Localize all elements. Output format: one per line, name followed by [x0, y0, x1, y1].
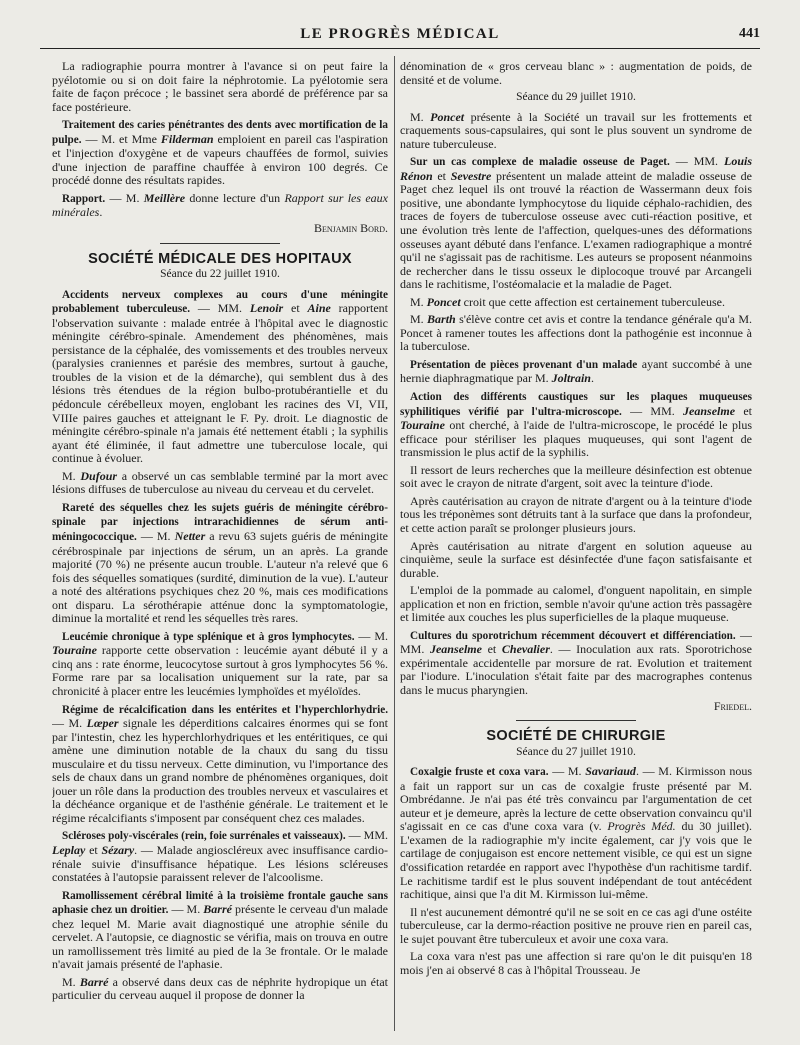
author-name: Dufour: [80, 468, 118, 483]
session-date: Séance du 29 juillet 1910.: [516, 91, 636, 104]
author-name: Sézary: [101, 842, 135, 857]
intro-paragraph: La radiographie pourra montrer à l'avance si on peut faire la pyélotomie ou si on doit faire la néphrotomie. La pyélotomie sera faite de façon précoce ; le bassinet sera abordé de préférence par sa face postérieure.: [52, 60, 388, 114]
author-name: Aine: [307, 301, 331, 316]
article-heading: Rapport.: [62, 192, 106, 205]
author-name: Jeanselme: [429, 642, 482, 657]
section-title: SOCIÉTÉ DE CHIRURGIE: [486, 728, 666, 745]
left-column: [52, 60, 388, 1030]
article-paragraph: Il ressort de leurs recherches que la meilleure désinfection est obtenue soit avec le crayon de nitrate d'argent, soit avec la teinture d'iode.: [400, 462, 752, 491]
section-date: Séance du 22 juillet 1910.: [160, 268, 280, 281]
author-name: Meillère: [143, 190, 186, 205]
author-name: Sevestre: [450, 168, 492, 183]
article-heading: Accidents nerveux complexes au cours d'une méningite probablement tuberculeuse.: [52, 288, 388, 316]
article-paragraph: La coxa vara n'est pas une affection si rare qu'on le dit puisqu'en 18 mois j'en ai observé 8 cas à l'hôpital Trousseau. Je: [400, 949, 752, 977]
author-name: Netter: [174, 528, 206, 543]
article-leucemie: Leucémie chronique à type splénique et à gros lymphocytes. — M. Touraine rapporte cette observation : leucémie ayant débuté il y a cinq ans : rate énorme, leucocytose surtout à gros lymphocytes 56 %. Forme rare par sa localisation uniquement sur la rate, par sa chronicité à placer entre les leucémies lymphoïdes et myéloïdes.: [52, 628, 388, 698]
right-column: [400, 60, 752, 1030]
column-divider: [394, 56, 395, 1031]
page-number: 441: [739, 26, 760, 41]
article-heading: Cultures du sporotrichum récemment découvert et différenciation.: [410, 629, 736, 642]
article-heading: Présentation de pièces provenant d'un malade: [410, 358, 638, 371]
continued-paragraph: dénomination de « gros cerveau blanc » : augmentation de poids, de densité et de volume.: [400, 60, 752, 87]
author-name: Barth: [427, 312, 456, 327]
author-name: Lœper: [86, 716, 119, 731]
article-heading: Sur un cas complexe de maladie osseuse de Paget.: [410, 156, 670, 169]
article-ramollissement: Ramollissement cérébral limité à la troisième frontale gauche sans aphasie chez un droitier. — M. Barré présente le cerveau d'un malade chez lequel M. Marie avait diagnostiqué une atrophie sénile du cervelet. A l'autopsie, ce diagnostic se vérifia, mais on trouva en outre un ramollissement très limité au pied de la 3e frontale. Or le malade n'avait jamais présenté de l'aphasie.: [52, 889, 388, 972]
author-name: Poncet: [426, 294, 461, 309]
article-scleroses: Scléroses poly-viscérales (rein, foie surrénales et vaisseaux). — MM. Leplay et Sézary. — Malade angioscléreux avec insuffisance cardio-rénale suivie d'insuffisance hépatique. Les lésions scléreuses constatées à l'autopsie paraissent relever de l'alcoolisme.: [52, 828, 388, 885]
article-paragraph: L'emploi de la pommade au calomel, d'onguent napolitain, en simple application et non en friction, semble n'avoir qu'une action très passagère et limitée aux couches les plus superficielles de la plaque muqueuse.: [400, 583, 752, 625]
page-header: [40, 24, 760, 49]
article-heading: Ramollissement cérébral limité à la troisième frontale gauche sans aphasie chez un droitier.: [52, 889, 388, 917]
author-name: Louis Rénon: [400, 154, 752, 183]
article-pieces: Présentation de pièces provenant d'un malade ayant succombé à une hernie diaphragmatique par M. Joltrain.: [400, 356, 752, 386]
article-paragraph: M. Poncet croit que cette affection est certainement tuberculeuse.: [410, 294, 725, 309]
article-paragraph: Après cautérisation au crayon de nitrate d'argent ou à la teinture d'iode tous les tréponèmes sont détruits tant à la surface que dans la profondeur, et cette action paraît se prolonger plusieurs jours.: [400, 493, 752, 535]
journal-reference: Progrès Méd.: [607, 819, 676, 834]
section-date: Séance du 27 juillet 1910.: [516, 745, 636, 758]
article-rarete: Rareté des séquelles chez les sujets guéris de méningite cérébro-spinale par injections intrarachidiennes de sérum anti-méningococcique. — M. Netter a revu 63 sujets guéris de méningite cérébrospinale par injections de sérum, un an après. La grande majorité (70 %) ne présente aucun trouble. L'auteur n'a relevé que 6 fois des séquelles somatiques (surdité, diminution de la vue). L'auteur a noté des altérations psychiques chez 20 %, mais ces modifications ont disparu. La sérothérapie atténue donc la symptomatologie, diminue la mortalité et rend les séquelles très rares.: [52, 501, 388, 626]
section-rule: [160, 243, 280, 244]
article-paragraph: Il n'est aucunement démontré qu'il ne se soit en ce cas agi d'une ostéite tuberculeuse, car la dermo-réaction positive ne prouve rien en pareil cas, le sujet pouvant être tuberculeux et avoir une coxa vara.: [400, 904, 752, 946]
author-name: Filderman: [160, 131, 214, 146]
author-name: Poncet: [430, 109, 465, 124]
author-name: Jeanselme: [683, 403, 736, 418]
article-heading: Rareté des séquelles chez les sujets guéris de méningite cérébro-spinale par injections intrarachidiennes de sérum anti-méningococcique.: [52, 501, 388, 543]
article-poncet: M. Poncet présente à la Société un travail sur les frottements et craquements sous-capsulaires, qui sont le plus souvent un syndrome de nature tuberculeuse.: [400, 109, 752, 151]
article-paragraph: M. Barth s'élève contre cet avis et contre la tendance générale qu'a M. Poncet à ramener toutes les affections dont la pathogénie est inconnue à la tuberculose.: [400, 312, 752, 354]
article-cultures: Cultures du sporotrichum récemment découvert et différenciation. — MM. Jeanselme et Chevalier. — Inoculation aux rats. Sporotrichose expérimentale accidentelle par morsure de rat. Evolution et traitement par l'iodure. L'inoculation s'était faite par des macrographes contenus dans le mucus pharyngien.: [400, 627, 752, 697]
author-name: Touraine: [400, 418, 445, 433]
article-heading: Action des différents caustiques sur les plaques muqueuses syphilitiques vérifié par l'ultra-microscope.: [400, 391, 752, 418]
author-name: Lenoir: [249, 301, 284, 316]
author-name: Savariaud: [585, 764, 636, 779]
author-name: Barré: [79, 974, 109, 989]
article-paget: Sur un cas complexe de maladie osseuse de Paget. — MM. Louis Rénon et Sevestre présentent un malade atteint de maladie osseuse de Paget chez lequel ils ont trouvé la réaction de Wassermann deux fois positive, une abondante lymphocytose du liquide céphalo-rachidien, des traces de foyers de tuberculose osseuse avec cuti-réaction positive, et une évolution très lente de l'affection, quelques-unes des déformations osseuses ayant débuté dans l'enfance. L'examen radiographique a montré qu'il ne s'agissait pas de rachitisme. Les auteurs se proposent néanmoins de rechercher dans le tissu osseux le diplocoque trouvé par Arcangeli dans le rachitisme, l'ostéomalacie et la maladie de Paget.: [400, 154, 752, 292]
author-name: Chevalier: [501, 642, 550, 657]
author-name: Touraine: [52, 643, 97, 658]
article-rapport: Rapport. — M. Meillère donne lecture d'un Rapport sur les eaux minérales.: [52, 190, 388, 220]
journal-title: LE PROGRÈS MÉDICAL: [300, 26, 500, 42]
article-heading: Leucémie chronique à type splénique et à gros lymphocytes.: [62, 630, 355, 643]
article-paragraph: M. Barré a observé dans deux cas de néphrite hydropique un état particulier du cerveau auquel il propose de donner la: [52, 974, 388, 1003]
article-heading: Coxalgie fruste et coxa vara.: [410, 766, 549, 779]
report-title: Rapport sur les eaux minérales: [52, 190, 388, 220]
author-name: Barré: [203, 902, 232, 917]
article-heading: Scléroses poly-viscérales (rein, foie surrénales et vaisseaux).: [62, 830, 346, 843]
article-coxalgie: Coxalgie fruste et coxa vara. — M. Savariaud. — M. Kirmisson nous a fait un rapport sur un cas de coxalgie fruste présenté par M. Ombrédanne. Je n'ai pas été très convaincu par l'argumentation de cet auteur et je demeure, après la lecture de cette observation convaincu qu'il s'agissait en ce cas d'une coxa vara (v. Progrès Méd. du 30 juillet). L'examen de la radiographie m'y incite également, car j'y vois que le cartilage de conjugaison est encore nettement visible, ce qui est un signe d'ossification retardée en rapport avec l'hypothèse d'un rachitisme tardif. Le rachitisme tardif est le plus souvent indépendant de tout antécédent rachitique, ainsi que l'a dit M. Kirmisson lui-même.: [400, 764, 752, 902]
article-caustiques: Action des différents caustiques sur les plaques muqueuses syphilitiques vérifié par l'ultra-microscope. — MM. Jeanselme et Touraine ont cherché, à l'aide de l'ultra-microscope, le procédé le plus efficace pour stériliser les plaques muqueuses, qui sont l'agent de transmission le plus actif de la syphilis.: [400, 391, 752, 460]
article-heading: Traitement des caries pénétrantes des dents avec mortification de la pulpe.: [52, 119, 388, 146]
article-paragraph: Après cautérisation au nitrate d'argent en solution aqueuse au cinquième, seule la surface est désinfectée d'une façon satisfaisante et durable.: [400, 538, 752, 580]
article-accidents: Accidents nerveux complexes au cours d'une méningite probablement tuberculeuse. — MM. Lenoir et Aine rapportent l'observation suivante : malade entrée à l'hôpital avec le diagnostic méningite cérébro-spinale. Amendement des phénomènes, mais persistance de la céphalée, des vomissements et des troubles nerveux (paralysies craniennes et parésie des membres, surtout à gauche, troubles de la vision et de la démarche), qui semblent dus à des lésions très étendues de la région bulbo-protubérantielle et du pédoncule cérébelleux moyen, englobant les racines des VI, VII, VIIIe paires gauches et atteignant le F. Py. droit. Le diagnostic de méningite cérébro-spinale n'a jamais été nettement établi ; la syphilis ayant été éliminée, il faut admettre une tuberculose locale, qui continue à évoluer.: [52, 288, 388, 466]
article-paragraph: M. Dufour a observé un cas semblable terminé par la mort avec lésions diffuses de tuberculose au niveau du cerveau et du cervelet.: [52, 468, 388, 497]
author-name: Joltrain: [551, 371, 591, 386]
article-regime: Régime de récalcification dans les entérites et l'hyperchlorhydrie. — M. Lœper signale les déperditions calcaires énormes qui se font par l'intestin, chez les hyperchlorhydriques et les entéritiques, ce qui amène une diminution notable de la chaux du sang du tissu musculaire et du tissu nerveux. Cette diminution, vu l'importance des sels de chaux dans un grand nombre de phénomènes organiques, doit jouer un rôle dans la production des troubles nerveux et vasculaires et la déchéance organique et de l'asthénie générale. Le traitement et le régime récalcifiants s'imposent par conséquent chez ces malades.: [52, 703, 388, 825]
section-title: SOCIÉTÉ MÉDICALE DES HOPITAUX: [88, 250, 352, 267]
article-caries: Traitement des caries pénétrantes des dents avec mortification de la pulpe. — M. et Mme Filderman emploient en pareil cas l'aspiration et l'injection d'oxygène et de vapeurs chauffées de formol, suivies d'une injection de paraffine chauffée à environ 100 degrés. Ce procédé donne des résultats rapides.: [52, 119, 388, 188]
signature: Friedel.: [713, 698, 752, 713]
section-rule: [516, 720, 636, 721]
article-heading: Régime de récalcification dans les entérites et l'hyperchlorhydrie.: [62, 703, 388, 716]
author-name: Leplay: [52, 842, 86, 857]
signature: Benjamin Bord.: [313, 221, 388, 236]
